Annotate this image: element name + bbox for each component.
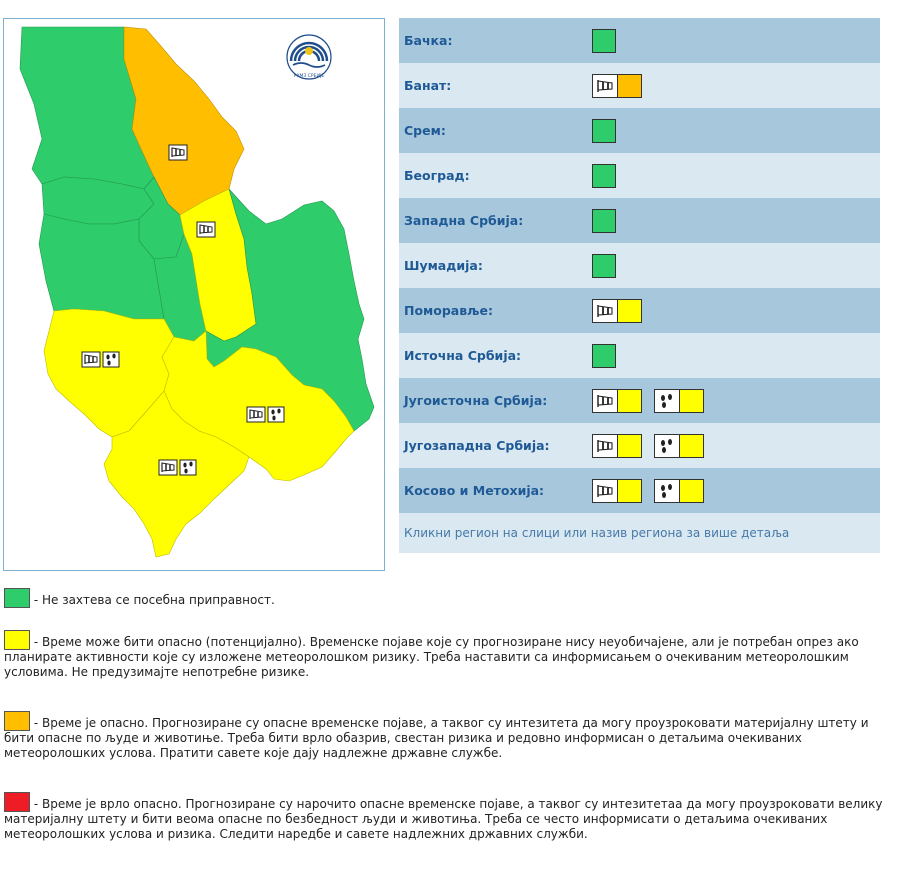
legend-orange <box>4 711 890 761</box>
region-name-link[interactable]: Бачка: <box>404 33 453 48</box>
warning-badge <box>654 479 704 503</box>
region-name-link[interactable]: Банат: <box>404 78 452 93</box>
region-row[interactable] <box>399 468 880 513</box>
rain-icon <box>654 479 680 503</box>
region-warnings <box>592 288 880 333</box>
region-warnings <box>592 333 880 378</box>
wind-icon <box>592 389 618 413</box>
legend-red-swatch <box>4 792 30 812</box>
warning-badge <box>654 434 704 458</box>
map-banat-wind-icon <box>169 145 187 160</box>
warning-level-swatch <box>680 389 704 413</box>
warning-badge <box>592 74 642 98</box>
warning-level-swatch <box>618 74 642 98</box>
legend-yellow <box>4 630 890 680</box>
warning-badge <box>592 299 642 323</box>
region-row[interactable] <box>399 243 880 288</box>
region-warnings <box>592 378 880 423</box>
region-warnings <box>592 198 880 243</box>
region-name-link[interactable]: Поморавље: <box>404 303 494 318</box>
rain-icon <box>654 434 680 458</box>
region-row[interactable] <box>399 18 880 63</box>
region-name-link[interactable]: Западна Србија: <box>404 213 524 228</box>
region-name-link[interactable]: Југоисточна Србија: <box>404 393 548 408</box>
legend-red <box>4 792 890 842</box>
warning-level-swatch <box>680 479 704 503</box>
hint-text: Кликни регион на слици или назив региона за више детаља <box>404 526 790 540</box>
warning-badge <box>592 389 642 413</box>
legend-red-text: - Време је врло опасно. Прогнозиране су нарочито опасне временске појаве, а таквог су интезитетаа да могу проузроковати велику материјалну штету и бити веома опасне по безбедност људи и животиња. Треба се често информисати о детаљима очекиваних метеоролошких услова и ризика. Следити наредбе и савете надлежних државних служби. <box>4 797 883 841</box>
legend-yellow-text: - Време може бити опасно (потенцијално). Временске појаве које су прогнозиране нису неуобичајене, али је потребан опрез ако планирате активности које су изложене метеоролошком ризику. Треба наставити са информисањем о очекиваним метеоролошким условима. Не предузимајте непотребне ризике. <box>4 635 859 679</box>
warning-level-swatch <box>618 434 642 458</box>
rhmz-logo <box>287 35 331 79</box>
region-row[interactable] <box>399 333 880 378</box>
map-pomoravlje-wind-icon <box>197 222 215 237</box>
region-warnings <box>592 423 880 468</box>
legend-orange-swatch <box>4 711 30 731</box>
serbia-map[interactable] <box>4 19 384 570</box>
warning-level-swatch <box>592 209 616 233</box>
legend-yellow-swatch <box>4 630 30 650</box>
warning-level-swatch <box>592 344 616 368</box>
wind-icon <box>592 299 618 323</box>
legend-green-text: - Не захтева се посебна приправност. <box>33 593 275 607</box>
legend-green <box>4 588 890 608</box>
region-name-link[interactable]: Југозападна Србија: <box>404 438 550 453</box>
warning-map[interactable] <box>3 18 385 571</box>
region-warnings <box>592 18 880 63</box>
warning-level-swatch <box>618 479 642 503</box>
legend-orange-text: - Време је опасно. Прогнозиране су опасне временске појаве, а таквог су интезитета да могу проузроковати материјалну штету и бити опасне по људе и животиње. Треба бити врло обазрив, свестан ризика и редовно информисан о детаљима очекиваних метеоролошких услова. Пратити савете које дају надлежне државне службе. <box>4 716 869 760</box>
region-warnings <box>592 468 880 513</box>
region-row[interactable] <box>399 378 880 423</box>
region-name-link[interactable]: Шумадија: <box>404 258 483 273</box>
region-name-link[interactable]: Косово и Метохија: <box>404 483 545 498</box>
region-row[interactable] <box>399 153 880 198</box>
warning-badge <box>592 434 642 458</box>
region-warnings <box>592 243 880 288</box>
warning-level-swatch <box>592 254 616 278</box>
warning-level-swatch <box>618 299 642 323</box>
region-name-link[interactable]: Источна Србија: <box>404 348 522 363</box>
map-kosovo-icons <box>159 460 196 475</box>
wind-icon <box>592 479 618 503</box>
region-row[interactable] <box>399 288 880 333</box>
map-jugoistocna-icons <box>247 407 284 422</box>
svg-text:РХМЗ СРБИЈЕ: РХМЗ СРБИЈЕ <box>293 74 325 79</box>
warning-level-swatch <box>592 164 616 188</box>
warning-badge <box>654 389 704 413</box>
region-row[interactable] <box>399 198 880 243</box>
rain-icon <box>654 389 680 413</box>
warning-level-swatch <box>680 434 704 458</box>
warning-level-swatch <box>618 389 642 413</box>
warning-level-swatch <box>592 29 616 53</box>
region-warnings <box>592 63 880 108</box>
warning-badge <box>592 479 642 503</box>
region-name-link[interactable]: Срем: <box>404 123 446 138</box>
map-jugozapadna-icons <box>82 352 119 367</box>
hint-row <box>399 513 880 553</box>
region-row[interactable] <box>399 63 880 108</box>
region-warnings <box>592 108 880 153</box>
warning-level-swatch <box>592 119 616 143</box>
region-row[interactable] <box>399 423 880 468</box>
region-name-link[interactable]: Београд: <box>404 168 470 183</box>
wind-icon <box>592 434 618 458</box>
region-row[interactable] <box>399 108 880 153</box>
legend-green-swatch <box>4 588 30 608</box>
wind-icon <box>592 74 618 98</box>
region-warnings <box>592 153 880 198</box>
regions-table <box>399 18 880 553</box>
